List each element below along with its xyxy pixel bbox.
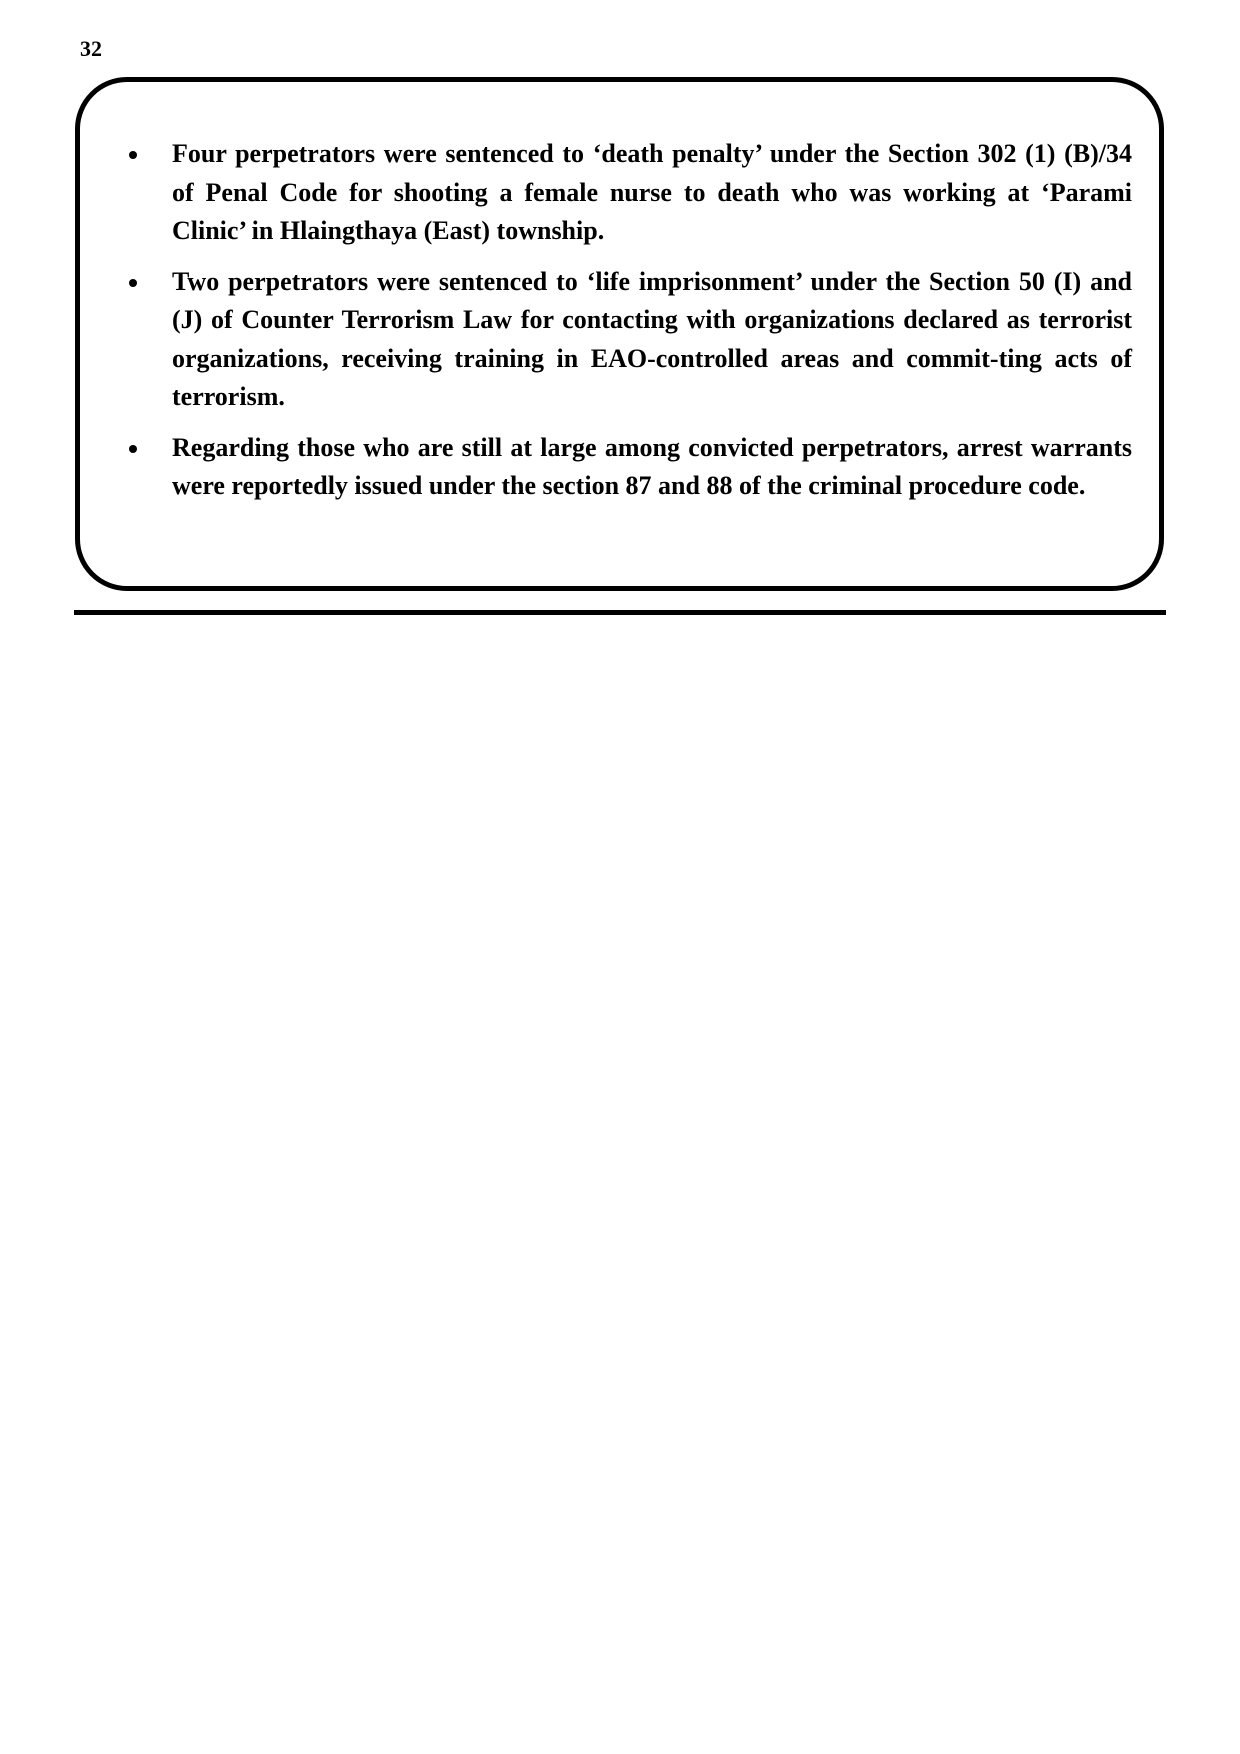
list-item <box>108 263 1132 417</box>
list-item <box>108 429 1132 506</box>
list-item-text: Regarding those who are still at large among convicted perpetrators, arrest warrants were reportedly issued under the section 87 and 88 of the criminal procedure code. <box>172 432 1132 500</box>
list-item-text: Two perpetrators were sentenced to ‘life imprisonment’ under the Section 50 (I) and (J) of Counter Terrorism Law for contacting with organizations declared as terrorist organizations, receiving training in EAO-controlled areas and commit-ting acts of terrorism. <box>172 266 1132 411</box>
list-item <box>108 135 1132 251</box>
list-item-text: Four perpetrators were sentenced to ‘death penalty’ under the Section 302 (1) (B)/34 of Penal Code for shooting a female nurse to death who was working at ‘Parami Clinic’ in Hlaingthaya (East) township. <box>172 139 1132 245</box>
callout-box <box>75 77 1164 591</box>
page-number: 32 <box>80 36 102 61</box>
horizontal-divider <box>74 610 1166 615</box>
bullet-icon <box>129 279 137 287</box>
bullet-list <box>108 135 1132 518</box>
bullet-icon <box>129 445 137 453</box>
bullet-icon <box>129 151 137 159</box>
